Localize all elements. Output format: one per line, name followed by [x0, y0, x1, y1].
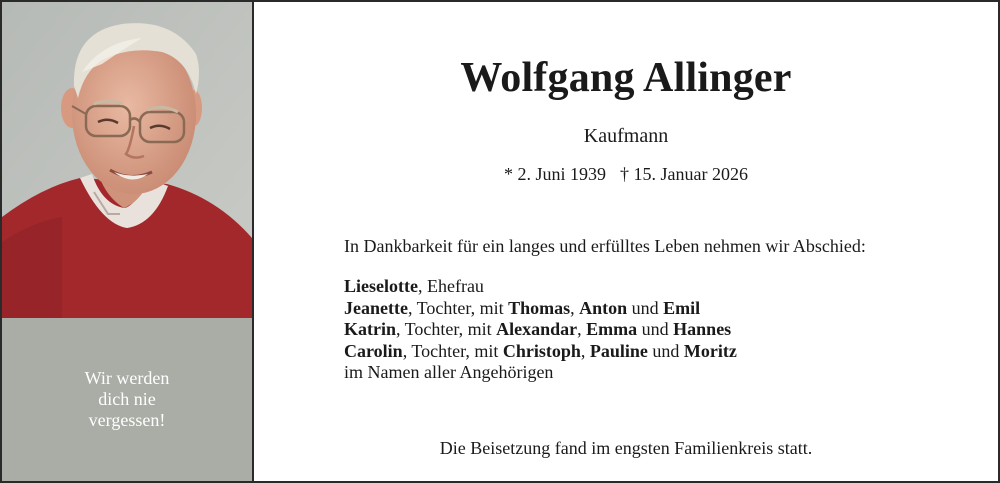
grandchild-name: Hannes: [673, 319, 732, 339]
mourner-line: Katrin, Tochter, mit Alexandar, Emma und Hannes: [344, 319, 732, 339]
grandchild-name: Emma: [586, 319, 638, 339]
quote-line: dich nie: [98, 389, 156, 409]
grandchild-name: Pauline: [589, 340, 648, 361]
quote-line: vergessen!: [88, 410, 166, 430]
memorial-quote: [2, 368, 252, 431]
mourner-name: Lieselotte: [344, 276, 418, 296]
notice-text: [254, 2, 998, 481]
deceased-name: Wolfgang Allinger: [460, 55, 792, 101]
portrait-illustration: [2, 2, 252, 318]
mourner-line: Carolin, Tochter, mit Christoph, Pauline und Moritz: [344, 340, 737, 361]
grandchild-name: Moritz: [683, 340, 737, 361]
farewell-intro: In Dankbarkeit für ein langes und erfülltes Leben nehmen wir Abschied:: [344, 236, 866, 256]
grandchild-name: Thomas: [508, 297, 571, 318]
grandchild-name: Alexandar: [496, 319, 578, 339]
mourner-name: Katrin: [344, 319, 396, 339]
side-panel: [2, 2, 254, 481]
quote-line: Wir werden: [84, 368, 170, 388]
life-dates: [254, 164, 998, 185]
mourner-line: Jeanette, Tochter, mit Thomas, Anton und Emil: [344, 297, 701, 318]
mourners-list: [344, 276, 737, 384]
burial-note: Die Beisetzung fand im engsten Familienkreis statt.: [439, 438, 813, 458]
mourner-line: Lieselotte, Ehefrau: [344, 276, 484, 296]
grandchild-name: Emil: [663, 297, 701, 318]
portrait-photo: [2, 2, 252, 318]
death-date: † 15. Januar 2026: [620, 164, 748, 184]
mourner-name: Jeanette: [344, 297, 408, 318]
grandchild-name: Anton: [579, 297, 628, 318]
grandchild-name: Christoph: [502, 340, 581, 361]
birth-date: * 2. Juni 1939: [504, 164, 607, 184]
mourner-name: Carolin: [344, 340, 403, 361]
deceased-profession: Kaufmann: [583, 125, 669, 147]
mourners-closing-line: im Namen aller Angehörigen: [344, 362, 554, 382]
